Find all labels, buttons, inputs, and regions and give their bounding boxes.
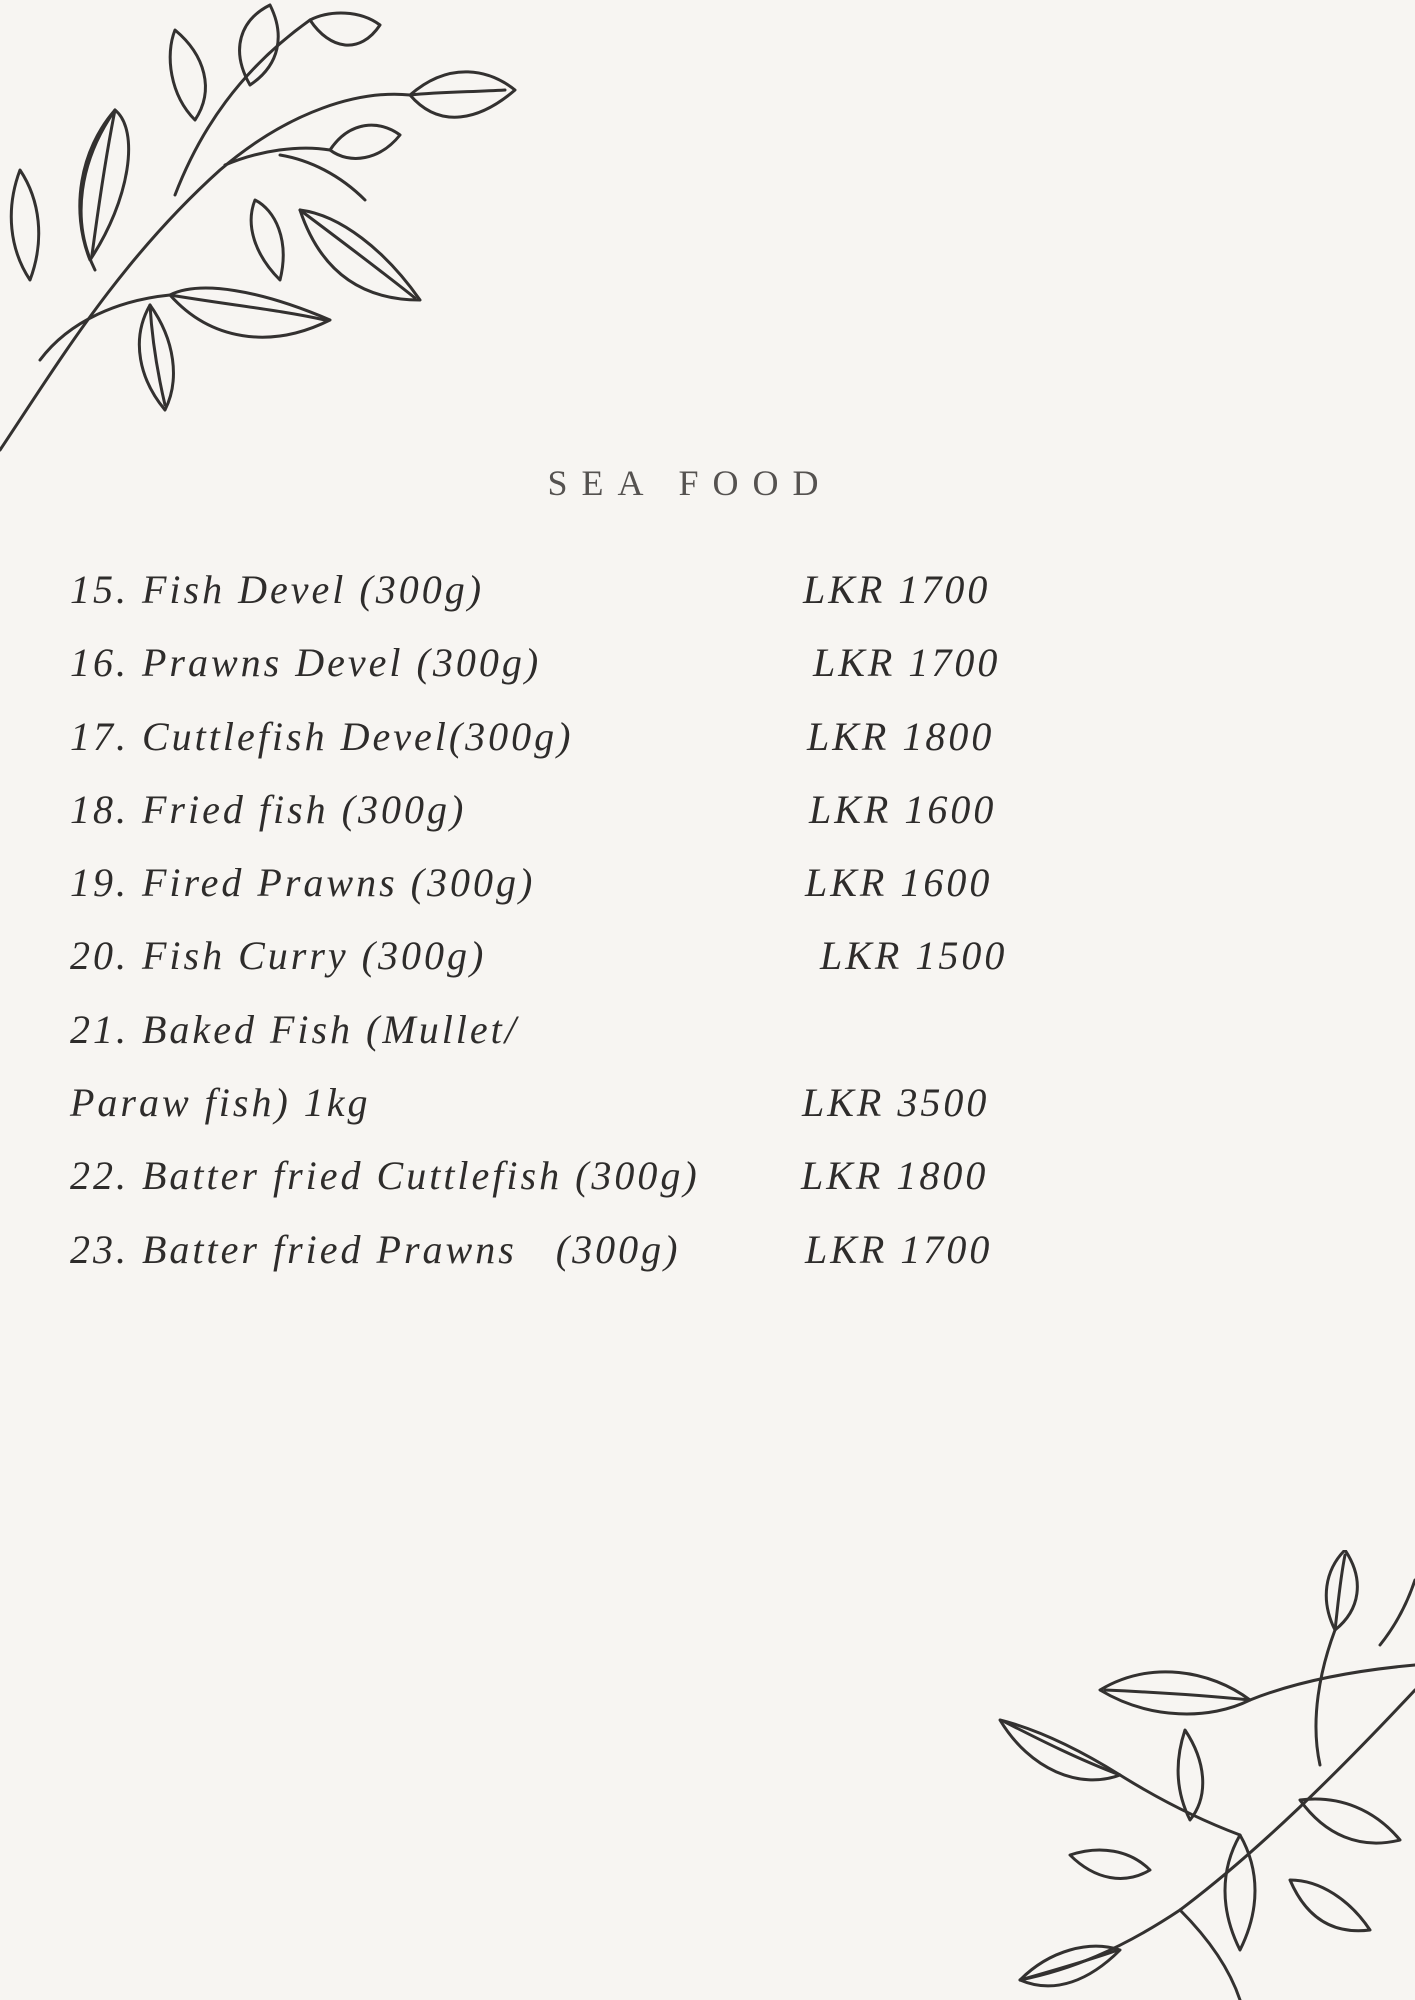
menu-item-price: LKR 1600 (805, 860, 993, 906)
menu-item-price: LKR 1500 (820, 933, 1008, 979)
menu-item-name: 17. Cuttlefish Devel(300g) (70, 713, 574, 759)
menu-item-name: 23. Batter fried Prawns (300g) (70, 1226, 681, 1272)
menu-item (70, 1152, 1070, 1225)
leaf-branch-top-left-icon (0, 0, 530, 460)
menu-item-list (70, 566, 1070, 1299)
menu-item (70, 786, 1070, 859)
menu-item (70, 713, 1070, 786)
menu-item (70, 859, 1070, 932)
menu-item-name: 19. Fired Prawns (300g) (70, 860, 536, 906)
menu-item-price: LKR 1700 (813, 640, 1001, 686)
menu-item (70, 1226, 1070, 1299)
menu-item (70, 566, 1070, 639)
menu-item (70, 1079, 1070, 1152)
menu-item-price: LKR 1600 (809, 786, 997, 832)
menu-item-price: LKR 1700 (803, 567, 991, 612)
menu-item (70, 639, 1070, 712)
menu-item-name: 16. Prawns Devel (300g) (70, 640, 542, 686)
menu-item (70, 932, 1070, 1005)
menu-section-title: SEA FOOD (547, 463, 833, 503)
menu-item-name: 15. Fish Devel (300g) (70, 567, 485, 612)
menu-item-name: 21. Baked Fish (Mullet/ (70, 1006, 519, 1052)
menu-item-name: Paraw fish) 1kg (70, 1080, 371, 1126)
menu-item-name: 20. Fish Curry (300g) (70, 933, 487, 979)
leaf-branch-bottom-right-icon (960, 1550, 1415, 2000)
menu-item-price: LKR 1800 (807, 713, 995, 759)
menu-item-price: LKR 1800 (801, 1153, 989, 1199)
menu-item-name: 22. Batter fried Cuttlefish (300g) (70, 1153, 700, 1199)
menu-item-price: LKR 3500 (802, 1080, 990, 1126)
menu-item (70, 1006, 1070, 1079)
menu-item-price: LKR 1700 (805, 1226, 993, 1272)
menu-item-name: 18. Fried fish (300g) (70, 786, 467, 832)
